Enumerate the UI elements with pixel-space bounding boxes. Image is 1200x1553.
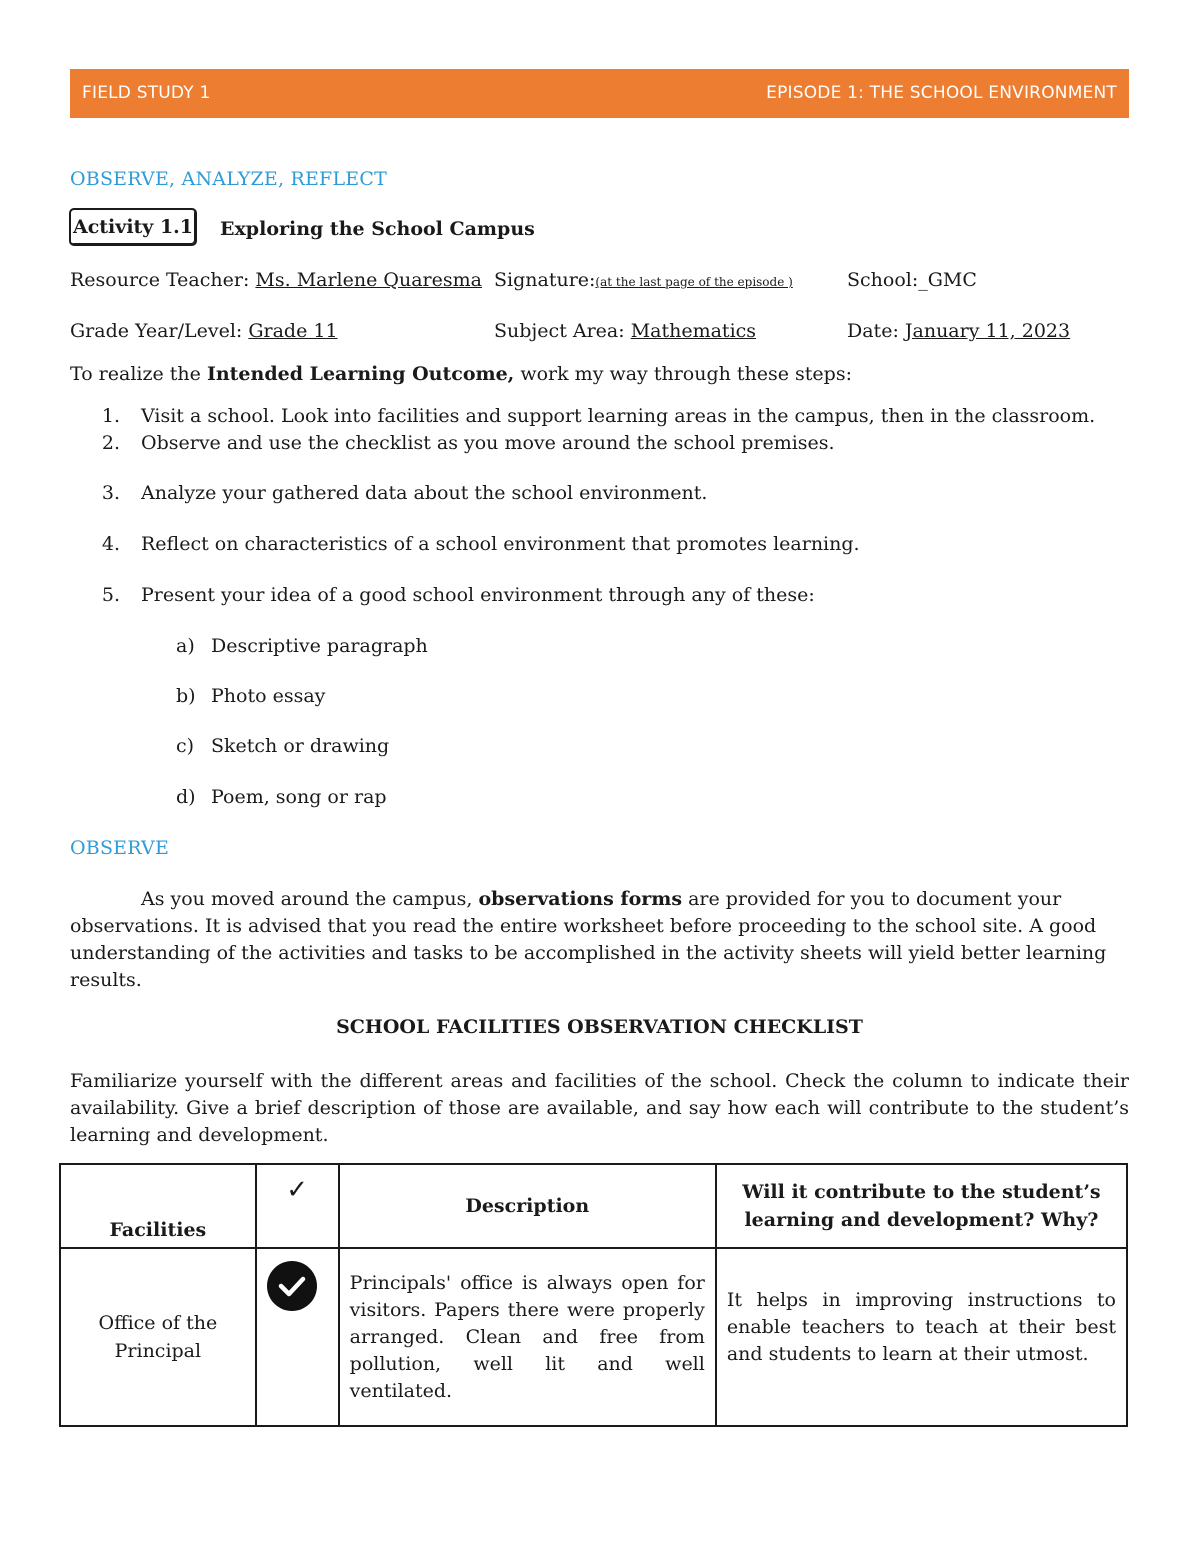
substep-text: Descriptive paragraph — [211, 635, 428, 657]
step-text: Present your idea of a good school environment through any of these: — [141, 584, 815, 606]
header-contribute: Will it contribute to the student’s learning and development? Why? — [716, 1164, 1127, 1248]
subject-area-label: Subject Area: — [494, 320, 631, 342]
substep-item — [176, 633, 428, 660]
signature-label: Signature: — [494, 269, 596, 291]
grade-level-field — [70, 318, 338, 345]
section-title: OBSERVE, ANALYZE, REFLECT — [70, 168, 387, 190]
step-text: Observe and use the checklist as you move around the school premises. — [141, 432, 835, 454]
signature-field — [494, 267, 825, 296]
intro-text-before: To realize the — [70, 363, 207, 385]
substep-text: Poem, song or rap — [211, 786, 387, 808]
activity-label: Activity 1.1 — [72, 216, 194, 238]
header-description: Description — [339, 1164, 716, 1248]
observe-text-after: are provided for you to document your observations. It is advised that you read the entire worksheet before proceeding to the school site. A good understanding of the activities and tasks to be accomplished in the activity sheets will yield better learning results. — [70, 888, 1107, 991]
signature-value: (at the last page of the episode ) — [595, 275, 793, 289]
header-right-title: EPISODE 1: THE SCHOOL ENVIRONMENT — [766, 82, 1117, 103]
substep-item — [176, 683, 326, 710]
facilities-table — [59, 1163, 1128, 1427]
substep-letter: b) — [176, 685, 196, 707]
facility-name-cell — [60, 1248, 256, 1426]
step-number: 3. — [101, 482, 120, 504]
step-number: 2. — [101, 432, 120, 454]
intro-text-bold: Intended Learning Outcome, — [206, 363, 515, 385]
school-value: _GMC — [918, 269, 977, 291]
intro-line — [70, 361, 852, 388]
substep-text: Sketch or drawing — [211, 735, 390, 757]
subject-area-value: Mathematics — [630, 320, 757, 342]
substep-text: Photo essay — [211, 685, 326, 707]
step-number: 5. — [101, 584, 120, 606]
table-row — [60, 1248, 1127, 1426]
checklist-intro: Familiarize yourself with the different areas and facilities of the school. Check the column to indicate their availability. Give a brief description of those are available, and say how each will contribute to the student’s learning and development. — [70, 1070, 1129, 1146]
step-text: Reflect on characteristics of a school environment that promotes learning. — [141, 533, 860, 555]
description-cell — [339, 1248, 716, 1426]
facility-description: Principals' office is always open for visitors. Papers there were properly arranged. Clean and free from pollution, well lit and well ventilated. — [349, 1271, 705, 1402]
step-number: 4. — [101, 533, 120, 555]
observe-text-before: As you moved around the campus, — [141, 888, 479, 910]
date-field — [847, 318, 1070, 345]
step-text: Visit a school. Look into facilities and support learning areas in the campus, then in the classroom. — [141, 405, 1096, 427]
resource-teacher-label: Resource Teacher: — [70, 269, 256, 291]
school-label: School: — [847, 269, 919, 291]
school-field — [847, 267, 977, 294]
step-number: 1. — [101, 405, 120, 427]
header-facilities: Facilities — [60, 1164, 256, 1248]
grade-level-value: Grade 11 — [248, 320, 338, 342]
facility-name: Office of the Principal — [98, 1312, 218, 1362]
observe-paragraph — [70, 886, 1130, 994]
substep-item — [176, 784, 387, 811]
contribute-cell — [716, 1248, 1127, 1426]
step-text: Analyze your gathered data about the school environment. — [141, 482, 708, 504]
checklist-title: SCHOOL FACILITIES OBSERVATION CHECKLIST — [336, 1016, 863, 1038]
substep-letter: a) — [176, 635, 195, 657]
checkmark-circle-icon — [267, 1261, 317, 1311]
facility-contribution: It helps in improving instructions to enable teachers to teach at their best and students to learn at their utmost. — [726, 1288, 1116, 1365]
availability-check-cell[interactable] — [256, 1248, 339, 1426]
intro-text-after: work my way through these steps: — [514, 363, 852, 385]
date-value: January 11, 2023 — [904, 320, 1071, 342]
date-label: Date: — [847, 320, 905, 342]
substep-letter: d) — [176, 786, 196, 808]
observe-text-bold: observations forms — [478, 888, 683, 910]
document-header-bar — [70, 69, 1129, 118]
resource-teacher-value: Ms. Marlene Quaresma — [255, 269, 482, 291]
activity-title: Exploring the School Campus — [220, 218, 535, 240]
substep-letter: c) — [176, 735, 195, 757]
resource-teacher-field — [70, 267, 482, 294]
activity-label-box — [69, 208, 197, 246]
subject-area-field — [494, 318, 756, 345]
substep-item — [176, 733, 390, 760]
header-check-icon: ✓ — [256, 1164, 339, 1248]
observe-heading: OBSERVE — [70, 837, 170, 859]
header-left-title: FIELD STUDY 1 — [82, 82, 211, 103]
grade-level-label: Grade Year/Level: — [70, 320, 249, 342]
table-header-row — [60, 1164, 1127, 1248]
